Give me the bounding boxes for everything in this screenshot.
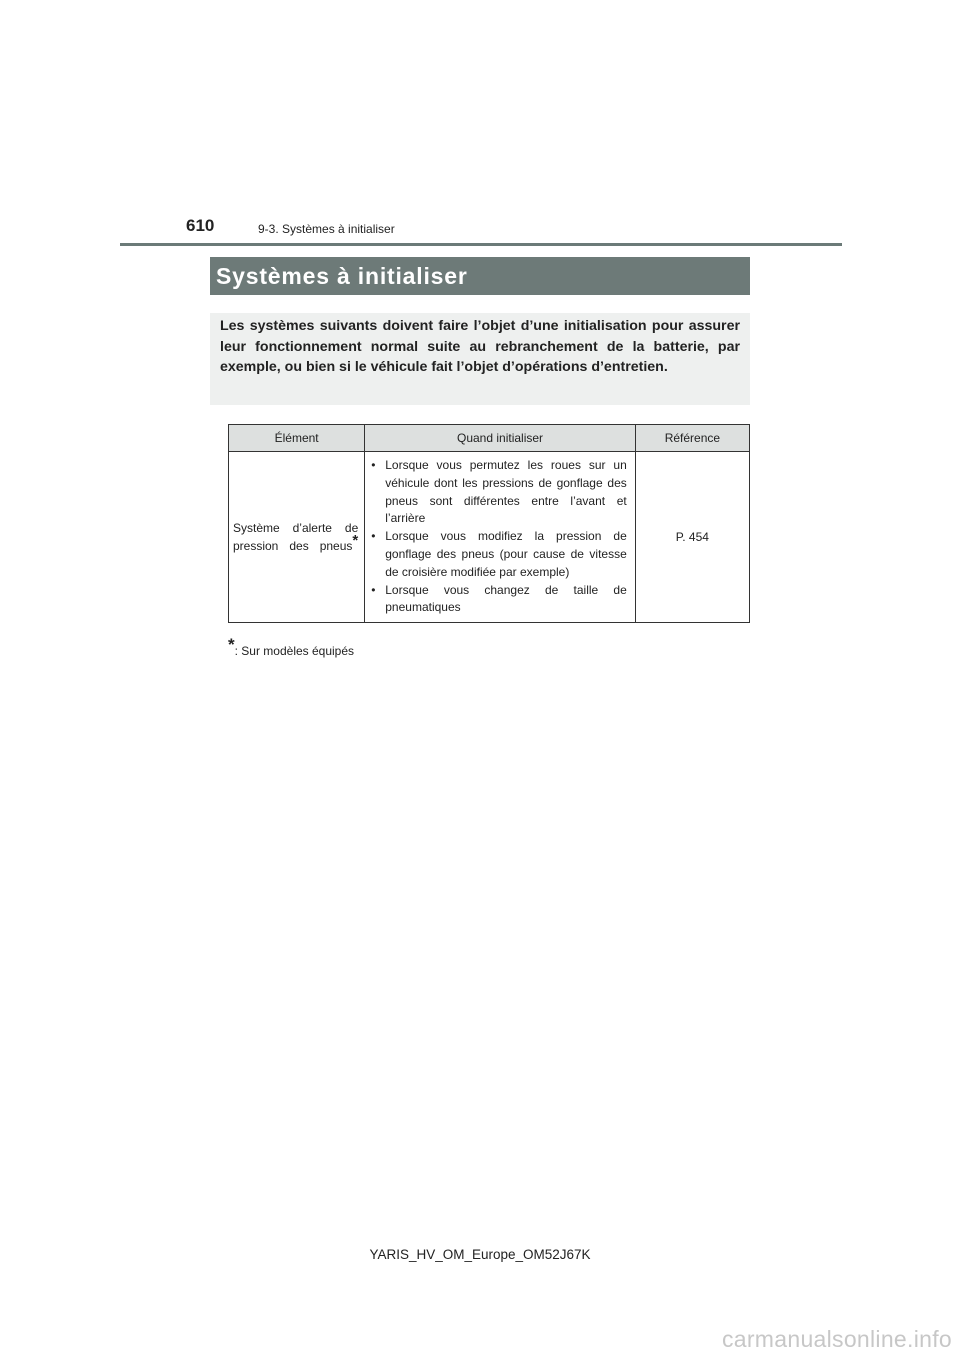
reference-cell [635,452,749,623]
footnote-text: : Sur modèles équipés [234,644,355,658]
item-footnote-marker: * [352,532,359,550]
column-header-when: Quand initialiser [365,425,636,452]
footnote-marker: * [228,635,235,654]
page-number: 610 [186,216,215,235]
document-id: YARIS_HV_OM_Europe_OM52J67K [369,1247,591,1262]
footnote [228,635,355,658]
list-item: • Lorsque vous modifiez la pression de gonflage des pneus (pour cause de vitesse de croisière modifiée par exemple) [371,528,627,581]
conditions-list [371,457,627,617]
list-item: • Lorsque vous changez de taille de pneumatiques [371,582,627,618]
table-header-row [229,425,750,452]
section-title-bar [210,257,750,295]
watermark: carmanualsonline.info [721,1326,952,1352]
intro-box [210,313,750,405]
list-item: • Lorsque vous permutez les roues sur un véhicule dont les pressions de gonflage des pneus sont différentes entre l’avant et l’arrière [371,457,627,528]
page-title: Systèmes à initialiser [216,262,468,289]
item-name: Système d’alerte de pression des pneus [233,521,359,554]
table-row [229,452,750,623]
conditions-cell [365,452,636,623]
section-reference: 9-3. Systèmes à initialiser [258,222,395,236]
header-divider [120,243,842,246]
item-cell [229,452,365,623]
column-header-item: Élément [229,425,365,452]
initialization-table [228,424,750,623]
column-header-reference: Référence [635,425,749,452]
intro-text: Les systèmes suivants doivent faire l’objet d’une initialisation pour assurer leur fonctionnement normal suite au rebranchement de la batterie, par exemple, ou bien si le véhicule fait l’objet d’opérations d’entretien. [220,318,740,375]
page-reference-link[interactable]: P. 454 [675,530,709,545]
